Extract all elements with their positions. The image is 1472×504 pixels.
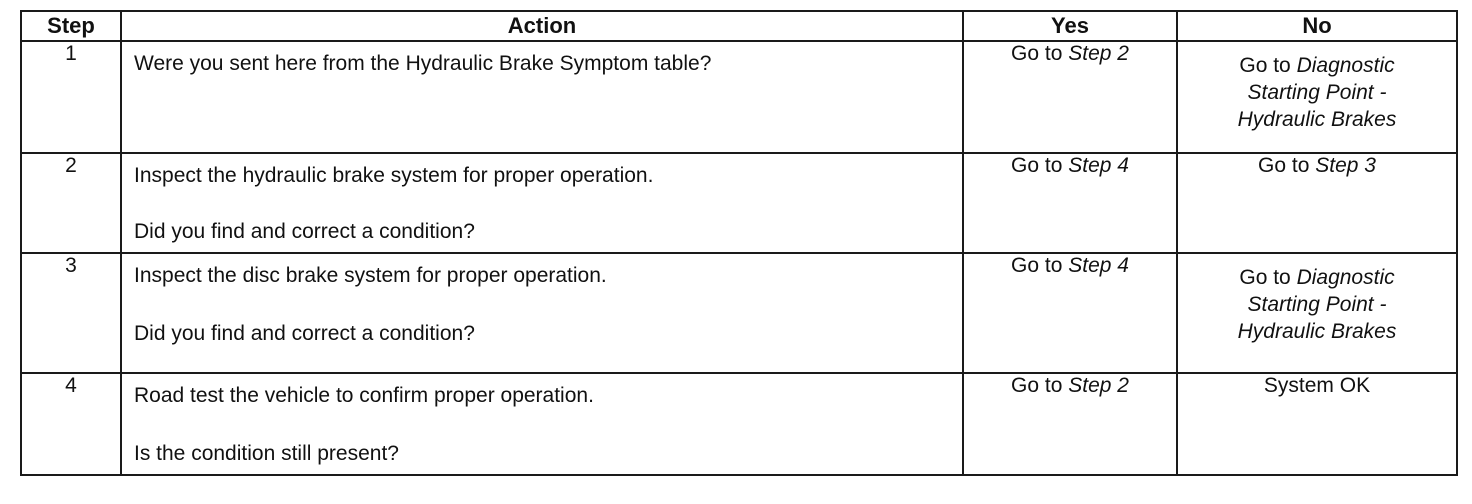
- no-link[interactable]: [1178, 42, 1456, 133]
- yes-link[interactable]: [964, 254, 1176, 286]
- no-prefix: Go to: [1258, 154, 1316, 177]
- yes-link[interactable]: [964, 42, 1176, 74]
- yes-target: Step 4: [1068, 154, 1129, 177]
- step-number: 4: [21, 373, 121, 475]
- yes-cell: [963, 373, 1177, 475]
- table-row: [21, 41, 1457, 153]
- yes-prefix: Go to: [1011, 254, 1069, 277]
- diagnostic-table: [20, 10, 1458, 476]
- action-cell: [121, 373, 963, 475]
- yes-cell: [963, 41, 1177, 153]
- action-cell: [121, 153, 963, 253]
- no-link[interactable]: [1178, 254, 1456, 345]
- yes-target: Step 4: [1068, 254, 1129, 277]
- action-instruction: Inspect the hydraulic brake system for proper operation.: [134, 164, 654, 187]
- step-number: 1: [21, 41, 121, 153]
- no-result: System OK: [1263, 374, 1371, 397]
- action-question: Were you sent here from the Hydraulic Brake Symptom table?: [134, 52, 712, 75]
- no-cell: [1177, 373, 1457, 475]
- no-link[interactable]: [1178, 154, 1456, 186]
- action-cell: [121, 253, 963, 373]
- no-prefix: Go to: [1239, 54, 1297, 77]
- yes-link[interactable]: [964, 374, 1176, 406]
- action-instruction: Road test the vehicle to confirm proper operation.: [134, 384, 594, 407]
- yes-target: Step 2: [1068, 374, 1129, 397]
- no-target-line2: Starting Point -: [1247, 81, 1387, 104]
- action-instruction: Inspect the disc brake system for proper operation.: [134, 264, 607, 287]
- yes-prefix: Go to: [1011, 154, 1069, 177]
- no-target-line3: Hydraulic Brakes: [1237, 320, 1397, 343]
- header-yes: Yes: [963, 11, 1177, 41]
- yes-prefix: Go to: [1011, 42, 1069, 65]
- action-cell: [121, 41, 963, 153]
- action-question: Did you find and correct a condition?: [134, 220, 475, 243]
- action-question: Did you find and correct a condition?: [134, 322, 475, 345]
- diagnostic-table-wrapper: [20, 10, 1458, 476]
- header-no: No: [1177, 11, 1457, 41]
- step-number: 2: [21, 153, 121, 253]
- table-row: [21, 373, 1457, 475]
- header-step: Step: [21, 11, 121, 41]
- no-target: Step 3: [1315, 154, 1376, 177]
- no-cell: [1177, 253, 1457, 373]
- table-row: [21, 153, 1457, 253]
- no-target-line2: Starting Point -: [1247, 293, 1387, 316]
- yes-link[interactable]: [964, 154, 1176, 186]
- yes-prefix: Go to: [1011, 374, 1069, 397]
- yes-cell: [963, 153, 1177, 253]
- table-header-row: [21, 11, 1457, 41]
- no-cell: [1177, 41, 1457, 153]
- no-cell: [1177, 153, 1457, 253]
- step-number: 3: [21, 253, 121, 373]
- action-question: Is the condition still present?: [134, 442, 399, 465]
- no-target-line1: Diagnostic: [1296, 54, 1395, 77]
- yes-target: Step 2: [1068, 42, 1129, 65]
- table-row: [21, 253, 1457, 373]
- no-target-line3: Hydraulic Brakes: [1237, 108, 1397, 131]
- no-prefix: Go to: [1239, 266, 1297, 289]
- no-target-line1: Diagnostic: [1296, 266, 1395, 289]
- yes-cell: [963, 253, 1177, 373]
- header-action: Action: [121, 11, 963, 41]
